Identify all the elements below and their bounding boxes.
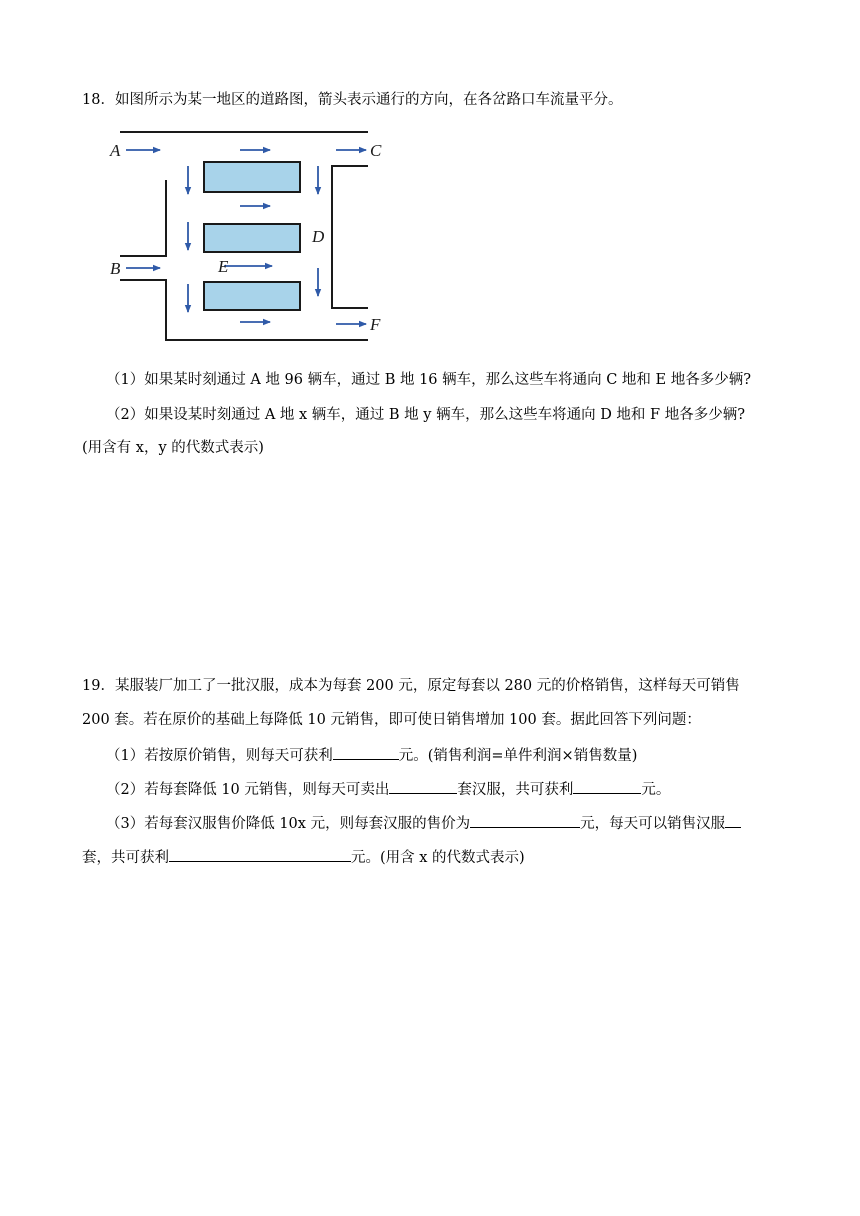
label-b: B [110,259,121,278]
q19-p3-text-c: 套，共可获利 [82,850,169,866]
label-d: D [312,227,325,246]
q19-p1-text-a: （1）若按原价销售，则每天可获利 [106,748,333,764]
label-e: E [218,257,229,276]
q19-part2 [106,777,670,800]
q19-part1 [106,743,637,766]
q19-p2-text-a: （2）若每套降低 10 元销售，则每天可卖出 [106,782,390,798]
label-a: A [110,141,121,160]
q19-part3-line2 [82,845,525,868]
label-c: C [370,141,382,160]
q19-p3-text-b: 元，每天可以销售汉服 [580,816,726,832]
answer-blank-5[interactable] [725,811,741,828]
q18-part2-line2: (用含有 x，y 的代数式表示) [82,440,264,456]
q18-part2-line1: （2）如果设某时刻通过 A 地 x 辆车，通过 B 地 y 辆车，那么这些车将通向 D 地和 F 地各多少辆? [106,407,745,423]
q19-p3-text-a: （3）若每套汉服售价降低 10x 元，则每套汉服的售价为 [106,816,471,832]
q19-stem-line2: 200 套。若在原价的基础上每降低 10 元销售，即可使日销售增加 100 套。据此回答下列问题： [82,712,701,728]
q19-part3-line1 [106,811,741,834]
q19-p3-text-d: 元。(用含 x 的代数式表示) [351,850,525,866]
answer-blank-4[interactable] [470,811,580,828]
answer-blank-2[interactable] [389,777,457,794]
q19-p2-text-b: 套汉服，共可获利 [457,782,574,798]
q18-part1: （1）如果某时刻通过 A 地 96 辆车，通过 B 地 16 辆车，那么这些车将通向 C 地和 E 地各多少辆? [106,372,752,388]
q19-p1-text-b: 元。(销售利润=单件利润×销售数量) [398,748,638,764]
q19-stem-line1: 19．某服装厂加工了一批汉服，成本为每套 200 元，原定每套以 280 元的价格销售，这样每天可销售 [82,678,740,694]
answer-blank-1[interactable] [333,743,399,760]
city-blocks [204,162,300,310]
road-map-diagram [100,122,400,344]
label-f: F [370,315,381,334]
q19-p2-text-c: 元。 [641,782,671,798]
answer-blank-3[interactable] [573,777,641,794]
answer-blank-6[interactable] [169,845,351,862]
q18-stem: 18．如图所示为某一地区的道路图，箭头表示通行的方向，在各岔路口车流量平分。 [82,92,623,108]
